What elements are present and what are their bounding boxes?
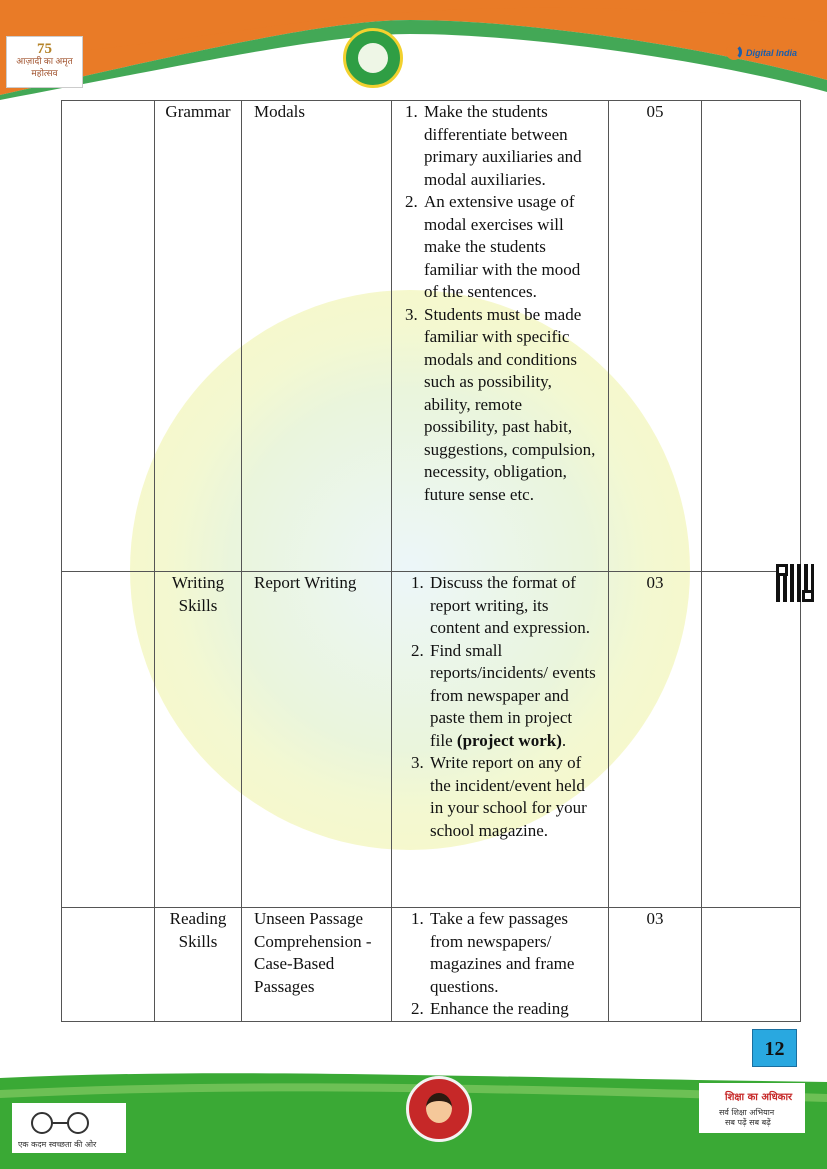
- month-cell: [62, 572, 155, 908]
- skill-cell: Reading Skills: [155, 908, 242, 1022]
- topic-cell: Report Writing: [242, 572, 392, 908]
- list-item: 3. Students must be made familiar with specific modals and conditions such as possibility, ability, remote possibility, past habit, suggestions, compulsion, necessity, obligation, future sense etc.: [422, 304, 598, 507]
- page-header: [0, 0, 827, 100]
- topic-cell: Modals: [242, 101, 392, 572]
- glasses-icon: [20, 1111, 100, 1135]
- periods-cell: 03: [609, 908, 702, 1022]
- month-cell: [62, 101, 155, 572]
- digital-india-logo: Digital India: [724, 40, 804, 70]
- skill-cell: Writing Skills: [155, 572, 242, 908]
- swachh-bharat-logo: एक कदम स्वच्छता की ओर: [12, 1103, 126, 1153]
- periods-cell: 03: [609, 572, 702, 908]
- board-emblem-icon: [343, 28, 403, 88]
- list-item: 2. Find small reports/incidents/ events from newspaper and paste them in project file (project work).: [428, 640, 598, 753]
- list-item: 2. An extensive usage of modal exercises will make the students familiar with the mood of the sentences.: [422, 191, 598, 304]
- syllabus-table: [61, 100, 801, 1022]
- beti-bachao-beti-padhao-logo: [406, 1076, 472, 1142]
- activities-list: [392, 101, 608, 506]
- periods-cell: 05: [609, 101, 702, 572]
- topic-cell: Unseen Passage Comprehension - Case-Based Passages: [242, 908, 392, 1022]
- azadi-ka-amrit-mahotsav-logo: 75 आज़ादी का अमृत महोत्सव: [6, 36, 83, 88]
- list-item: 1. Discuss the format of report writing, its content and expression.: [428, 572, 598, 640]
- activities-cell: [392, 101, 609, 572]
- page-number: 12: [752, 1029, 797, 1067]
- skill-cell: Grammar: [155, 101, 242, 572]
- activities-list: [392, 908, 608, 1021]
- table-row: [62, 908, 801, 1022]
- list-item: 1. Make the students differentiate between primary auxiliaries and modal auxiliaries.: [422, 101, 598, 191]
- project-work-label: (project work): [456, 730, 562, 750]
- remarks-cell: [702, 101, 801, 572]
- remarks-cell: [702, 908, 801, 1022]
- table-row: [62, 101, 801, 572]
- table-row: [62, 572, 801, 908]
- list-item: 1. Take a few passages from newspapers/ magazines and frame questions.: [428, 908, 598, 998]
- activities-cell: [392, 572, 609, 908]
- qr-code-icon[interactable]: [776, 564, 814, 602]
- shiksha-ka-adhikar-logo: शिक्षा का अधिकार सर्व शिक्षा अभियान सब पढ़ें सब बढ़ें: [699, 1083, 805, 1133]
- list-item: 3. Write report on any of the incident/event held in your school for your school magazine.: [428, 752, 598, 842]
- remarks-cell: [702, 572, 801, 908]
- activities-cell: [392, 908, 609, 1022]
- list-item: 2. Enhance the reading: [428, 998, 598, 1021]
- month-cell: [62, 908, 155, 1022]
- header-banner: [0, 0, 827, 100]
- activities-list: [392, 572, 608, 842]
